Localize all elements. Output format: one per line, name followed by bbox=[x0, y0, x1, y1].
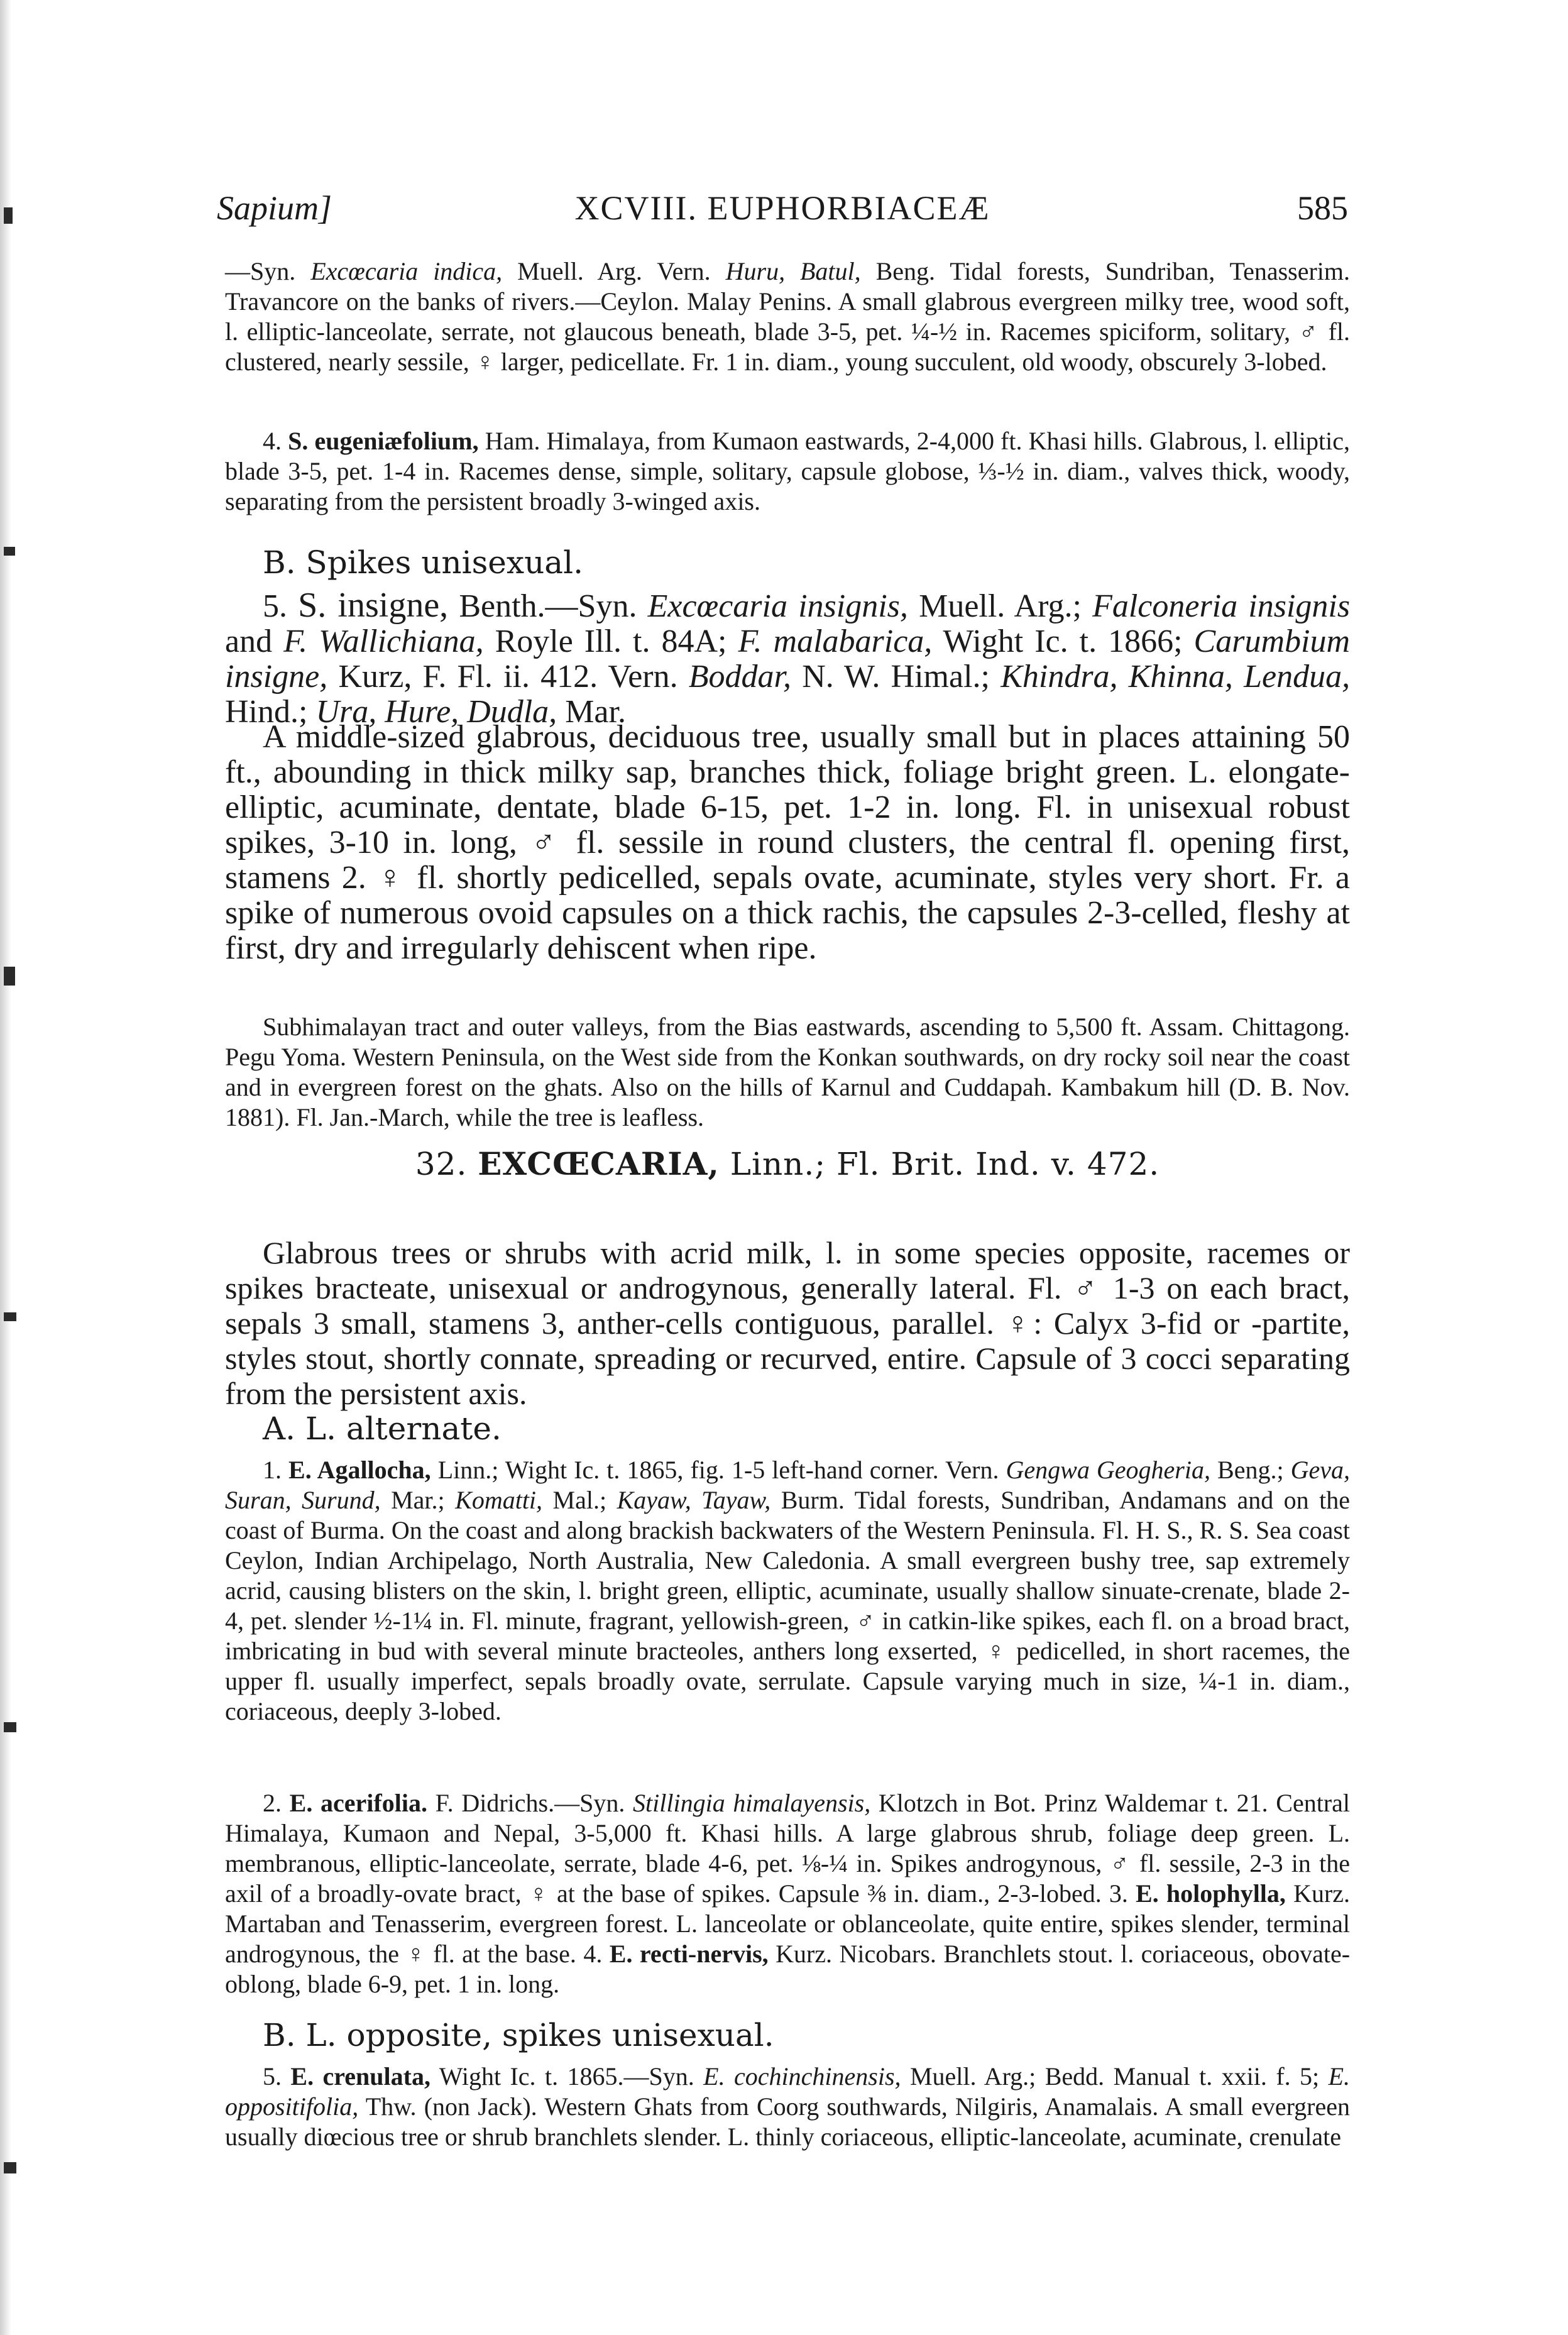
header-left: Sapium] bbox=[217, 189, 332, 227]
species-5-heading: 5. S. insigne, Benth.—Syn. Excœcaria insignis, Muell. Arg.; Falconeria insignis and F. Wallichiana, Royle Ill. t. 84A; F. malabarica, Wight Ic. t. 1866; Carumbium insigne, Kurz, F. Fl. ii. 412. Vern. Boddar, N. W. Himal.; Khindra, Khinna, Lendua, Hind.; Ura, Hure, Dudla, Mar. bbox=[225, 586, 1351, 730]
scan-edge-shadow bbox=[0, 0, 11, 2335]
page-number: 585 bbox=[1297, 189, 1348, 227]
margin-mark bbox=[4, 207, 13, 224]
section-heading-b-opposite: B. L. opposite, spikes unisexual. bbox=[263, 2017, 774, 2053]
margin-mark bbox=[4, 2162, 16, 2173]
header-center: XCVIII. EUPHORBIACEÆ bbox=[574, 189, 990, 227]
section-heading-a-alternate: A. L. alternate. bbox=[263, 1410, 502, 1447]
margin-mark bbox=[4, 1312, 16, 1321]
margin-mark bbox=[4, 1722, 16, 1732]
margin-mark bbox=[4, 547, 15, 556]
species-e2-e4: 2. E. acerifolia. F. Didrichs.—Syn. Stillingia himalayensis, Klotzch in Bot. Prinz Waldemar t. 21. Central Himalaya, Kumaon and Nepal, 3-5,000 ft. Khasi hills. A large glabrous shrub, foliage deep green. L. membranous, elliptic-lanceolate, serrate, blade 4-6, pet. ⅛-¼ in. Spikes androgynous, ♂ fl. sessile, 2-3 in the axil of a broadly-ovate bract, ♀ at the base of spikes. Capsule ⅜ in. diam., 2-3-lobed. 3. E. holophylla, Kurz. Martaban and Tenasserim, evergreen forest. L. lanceolate or oblanceolate, quite entire, spikes slender, terminal androgynous, the ♀ fl. at the base. 4. E. recti-nervis, Kurz. Nicobars. Branchlets stout. l. coriaceous, obovate-oblong, blade 6-9, pet. 1 in. long. bbox=[225, 1789, 1351, 1998]
margin-mark bbox=[4, 967, 15, 986]
running-header bbox=[217, 189, 1348, 239]
species-e1-agallocha: 1. E. Agallocha, Linn.; Wight Ic. t. 1865, fig. 1-5 left-hand corner. Vern. Gengwa Geogheria, Beng.; Geva, Suran, Surund, Mar.; Komatti, Mal.; Kayaw, Tayaw, Burm. Tidal forests, Sundriban, Andamans and on the coast of Burma. On the coast and along brackish backwaters of the Western Peninsula. Fl. H. S., R. S. Sea coast Ceylon, Indian Archipelago, North Australia, New Caledonia. A small evergreen bushy tree, sap extremely acrid, causing blisters on the skin, l. bright green, elliptic, acuminate, usually shallow sinuate-crenate, blade 2-4, pet. slender ½-1¼ in. Fl. minute, fragrant, yellowish-green, ♂ in catkin-like spikes, each fl. on a broad bract, imbricating in bud with several minute bracteoles, anthers long exserted, ♀ pedicelled, in short racemes, the upper fl. usually imperfect, sepals broadly ovate, serrulate. Capsule varying much in size, ¼-1 in. diam., coriaceous, deeply 3-lobed. bbox=[225, 1456, 1351, 1725]
genus-heading: 32. EXCŒCARIA, Linn.; Fl. Brit. Ind. v. 472. bbox=[415, 1145, 1160, 1182]
species-5-description: A middle-sized glabrous, deciduous tree, usually small but in places attaining 50 ft., abounding in thick milky sap, branches thick, foliage bright green. L. elongate-elliptic, acuminate, dentate, blade 6-15, pet. 1-2 in. long. Fl. in unisexual robust spikes, 3-10 in. long, ♂ fl. sessile in round clusters, the central fl. opening first, stamens 2. ♀ fl. shortly pedicelled, sepals ovate, acuminate, styles very short. Fr. a spike of numerous ovoid capsules on a thick rachis, the capsules 2-3-celled, fleshy at first, dry and irregularly dehiscent when ripe. bbox=[225, 719, 1350, 966]
species-e5-crenulata: 5. E. crenulata, Wight Ic. t. 1865.—Syn. E. cochinchinensis, Muell. Arg.; Bedd. Manual t. xxii. f. 5; E. oppositifolia, Thw. (non Jack). Western Ghats from Coorg southwards, Nilgiris, Anamalais. A small evergreen usually diœcious tree or shrub branchlets slender. L. thinly coriaceous, elliptic-lanceolate, acuminate, crenulate bbox=[225, 2062, 1351, 2151]
paragraph-sapium-indicum-cont: —Syn. Excœcaria indica, Muell. Arg. Vern. Huru, Batul, Beng. Tidal forests, Sundriban, Tenasserim. Travancore on the banks of rivers.—Ceylon. Malay Penins. A small glabrous evergreen milky tree, wood soft, l. elliptic-lanceolate, serrate, not glaucous beneath, blade 3-5, pet. ¼-½ in. Racemes spiciform, solitary, ♂ fl. clustered, nearly sessile, ♀ larger, pedicellate. Fr. 1 in. diam., young succulent, old woody, obscurely 3-lobed. bbox=[225, 257, 1351, 376]
species-5-distribution: Subhimalayan tract and outer valleys, from the Bias eastwards, ascending to 5,500 ft. Assam. Chittagong. Pegu Yoma. Western Peninsula, on the West side from the Konkan southwards, on dry rocky soil near the coast and in evergreen forest on the ghats. Also on the hills of Karnul and Cuddapah. Kambakum hill (D. B. Nov. 1881). Fl. Jan.-March, while the tree is leafless. bbox=[225, 1013, 1350, 1131]
genus-description: Glabrous trees or shrubs with acrid milk, l. in some species opposite, racemes or spikes bracteate, unisexual or androgynous, generally lateral. Fl. ♂ 1-3 on each bract, sepals 3 small, stamens 3, anther-cells contiguous, parallel. ♀: Calyx 3-fid or -partite, styles stout, shortly connate, spreading or recurved, entire. Capsule of 3 cocci separating from the persistent axis. bbox=[225, 1235, 1350, 1411]
section-heading-b-spikes: B. Spikes unisexual. bbox=[263, 544, 583, 581]
paragraph-sapium-4: 4. S. eugeniæfolium, Ham. Himalaya, from Kumaon eastwards, 2-4,000 ft. Khasi hills. Glabrous, l. elliptic, blade 3-5, pet. 1-4 in. Racemes dense, simple, solitary, capsule globose, ⅓-½ in. diam., valves thick, woody, separating from the persistent broadly 3-winged axis. bbox=[225, 427, 1351, 515]
